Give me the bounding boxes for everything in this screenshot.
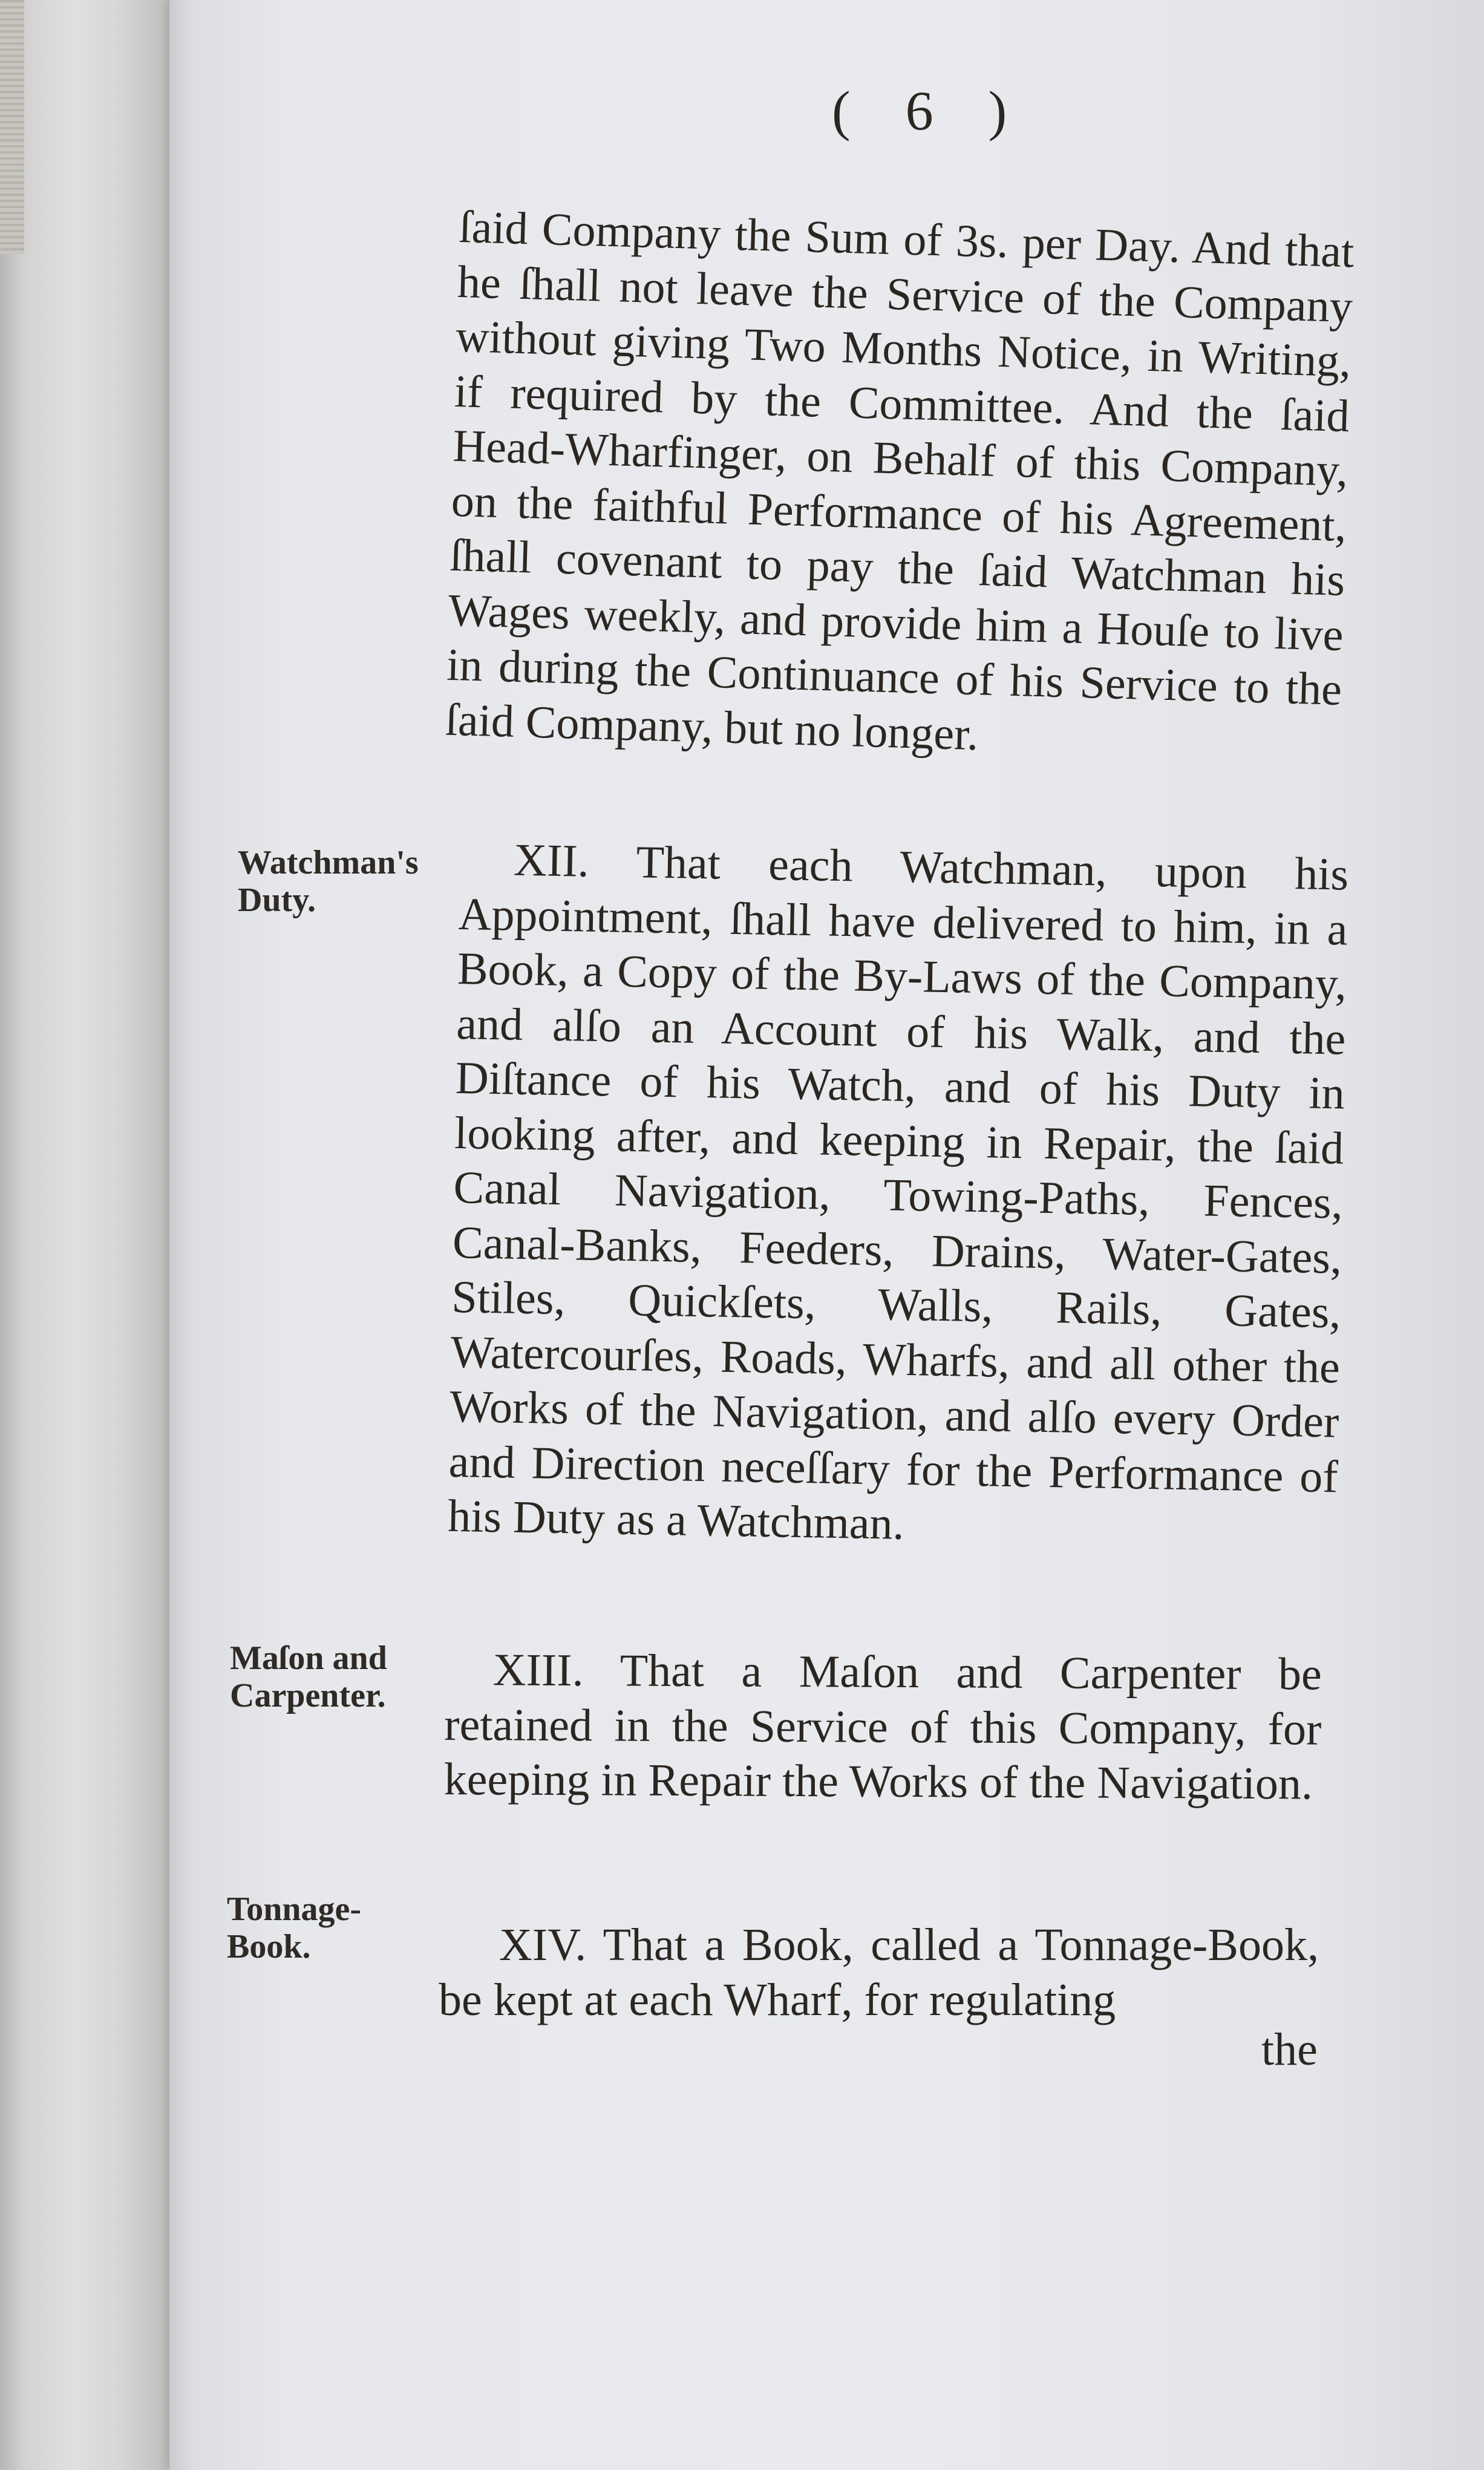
paragraph-article-xiv: XIV. That a Book, called a Tonnage-Book, be kept at each Wharf, for regulating xyxy=(439,1919,1319,2025)
page-number: ( 6 ) xyxy=(832,80,1028,142)
paragraph-article-xii: XII. That each Watchman, upon his Appointment, ſhall have delivered to him, in a Book, a Copy of the By-Laws of the Company, and alſo an Account of his Walk, and the Diſtance of his Watch, and of his Duty in looking after, and keeping in Repair, the ſaid Canal Navigation, Towing-Paths, Fences, Canal-Banks, Feeders, Drains, Water-Gates, Stiles, Quickſets, Walls, Rails, Gates, Watercourſes, Roads, Wharfs, and all other the Works of the Navigation, and alſo every Order and Direction neceſſary for the Performance of his Duty as a Watchman. xyxy=(447,834,1349,1549)
marginal-note-mason-carpenter: Maſon and Carpenter. xyxy=(230,1639,387,1714)
marginal-note-tonnage-book: Tonnage-Book. xyxy=(227,1890,362,1965)
book-binding xyxy=(0,0,181,2470)
paragraph-continuation: ſaid Company the Sum of 3s. per Day. And that he ſhall not leave the Service of the Company without giving Two Months Notice, in Writing, if required by the Committee. And the ſaid Head-Wharfinger, on Behalf of this Company, on the faithful Performance of his Agreement, ſhall covenant to pay the ſaid Watchman his Wages weekly, and provide him a Houſe to live in during the Continuance of his Service to the ſaid Company, but no longer. xyxy=(444,201,1355,760)
paragraph-article-xiii: XIII. That a Maſon and Carpenter be retained in the Service of this Company, for keeping in Repair the Works of the Navigation. xyxy=(443,1644,1322,1809)
catchword: the xyxy=(1261,2024,1318,2075)
marginal-note-watchmans-duty: Watchman's Duty. xyxy=(238,844,419,919)
page-edges xyxy=(0,0,24,254)
